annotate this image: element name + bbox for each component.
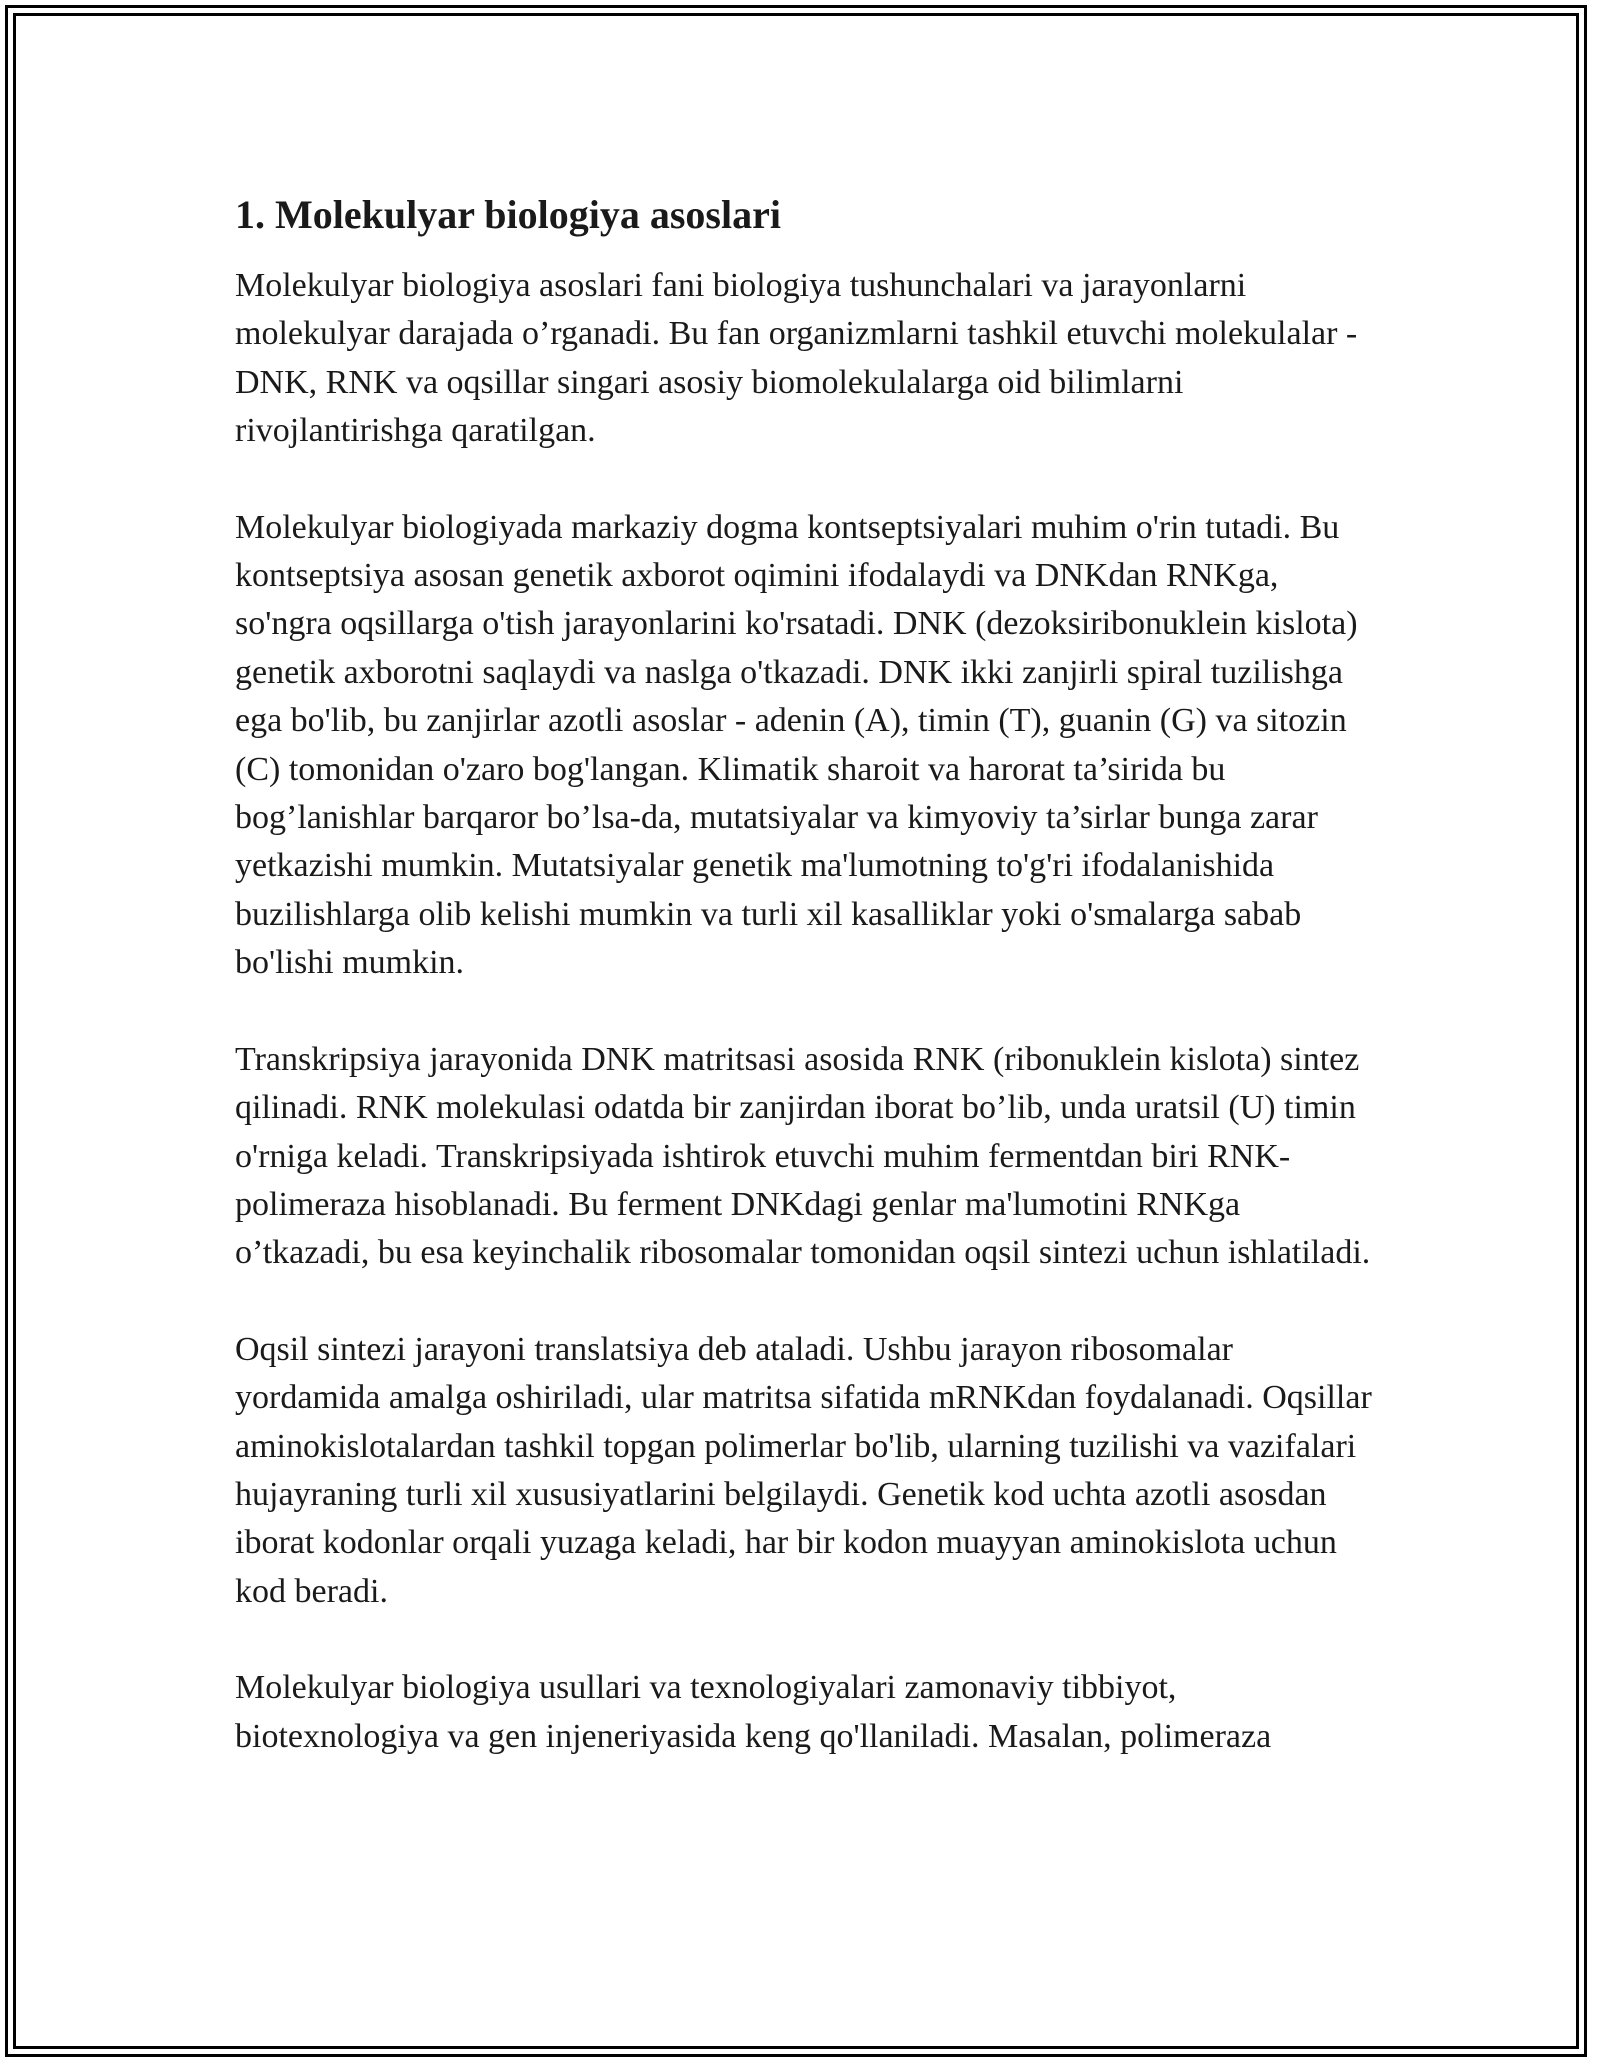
section-heading: 1. Molekulyar biologiya asoslari	[235, 192, 781, 237]
paragraph-intro: Molekulyar biologiya asoslari fani biologiya tushunchalari va jarayonlarni molekulyar darajada o’rganadi. Bu fan organizmlarni tashkil etuvchi molekulalar - DNK, RNK va oqsillar singari asosiy biomolekulalarga oid bilimlarni rivojlantirishga qaratilgan.	[235, 267, 1358, 450]
document-body	[235, 188, 1375, 1809]
paragraph-applications: Molekulyar biologiya usullari va texnologiyalari zamonaviy tibbiyot, biotexnologiya va gen injeneriyasida keng qo'llaniladi. Masalan, polimeraza	[235, 1669, 1272, 1755]
paragraph-transcription: Transkripsiya jarayonida DNK matritsasi asosida RNK (ribonuklein kislota) sintez qilinadi. RNK molekulasi odatda bir zanjirdan iborat bo’lib, unda uratsil (U) timin o'rniga keladi. Transkripsiyada ishtirok etuvchi muhim fermentdan biri RNK-polimeraza hisoblanadi. Bu ferment DNKdagi genlar ma'lumotini RNKga o’tkazadi, bu esa keyinchalik ribosomalar tomonidan oqsil sintezi uchun ishlatiladi.	[235, 1040, 1371, 1272]
paragraph-central-dogma: Molekulyar biologiyada markaziy dogma kontseptsiyalari muhim o'rin tutadi. Bu kontseptsiya asosan genetik axborot oqimini ifodalaydi va DNKdan RNKga, so'ngra oqsillarga o'tish jarayonlarini ko'rsatadi. DNK (dezoksiribonuklein kislota) genetik axborotni saqlaydi va naslga o'tkazadi. DNK ikki zanjirli spiral tuzilishga ega bo'lib, bu zanjirlar azotli asoslar - adenin (A), timin (T), guanin (G) va sitozin (C) tomonidan o'zaro bog'langan. Klimatik sharoit va harorat ta’sirida bu bog’lanishlar barqaror bo’lsa-da, mutatsiyalar va kimyoviy ta’sirlar bunga zarar yetkazishi mumkin. Mutatsiyalar genetik ma'lumotning to'g'ri ifodalanishida buzilishlarga olib kelishi mumkin va turli xil kasalliklar yoki o'smalarga sabab bo'lishi mumkin.	[235, 508, 1358, 982]
paragraph-translation: Oqsil sintezi jarayoni translatsiya deb ataladi. Ushbu jarayon ribosomalar yordamida amalga oshiriladi, ular matritsa sifatida mRNKdan foydalanadi. Oqsillar aminokislotalardan tashkil topgan polimerlar bo'lib, ularning tuzilishi va vazifalari hujayraning turli xil xususiyatlarini belgilaydi. Genetik kod uchta azotli asosdan iborat kodonlar orqali yuzaga keladi, har bir kodon muayyan aminokislota uchun kod beradi.	[235, 1330, 1372, 1610]
